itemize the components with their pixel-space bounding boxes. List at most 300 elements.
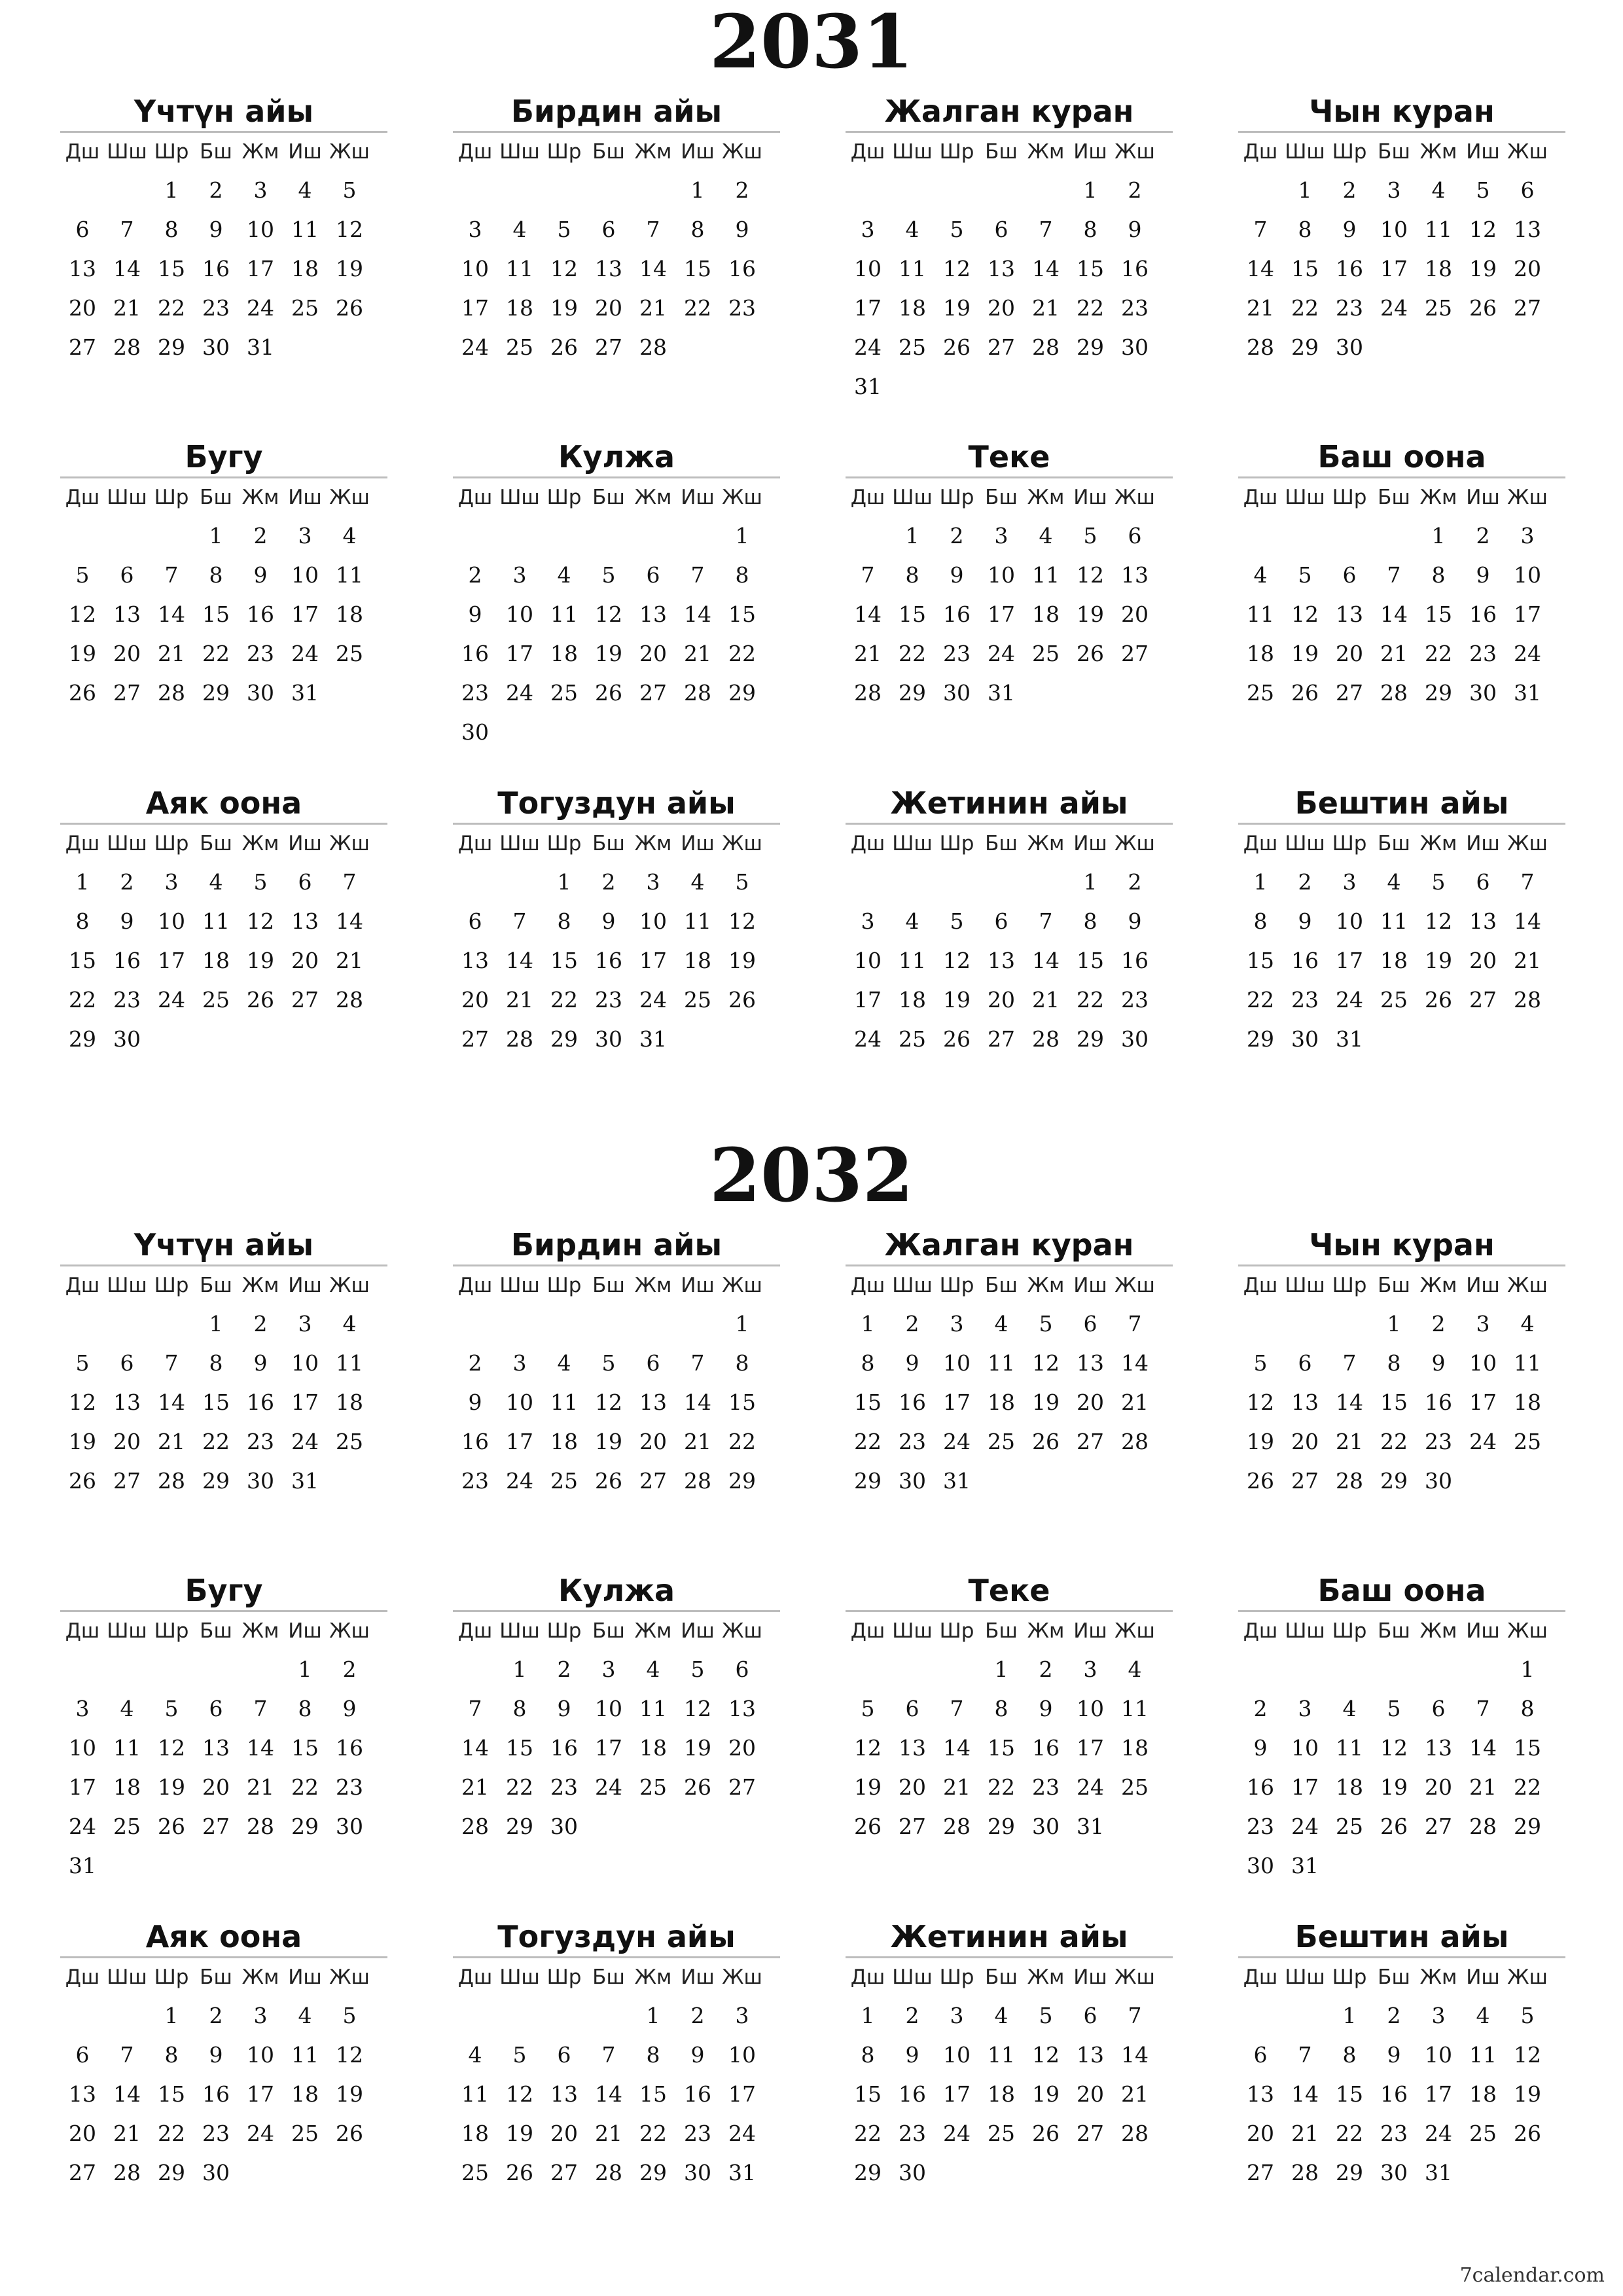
days-grid: [846, 171, 1173, 406]
weekday-label: Жш: [1507, 1965, 1548, 1989]
empty-cell: [542, 1996, 586, 2036]
days-grid: [453, 1650, 780, 1846]
day-cell: 8: [1387, 1350, 1401, 1376]
weekday-label: Иш: [1466, 1965, 1500, 1989]
day-cell: 28: [336, 987, 363, 1013]
day-cell: 9: [342, 1696, 357, 1721]
day-cell: 26: [1291, 680, 1319, 706]
day-cell: 16: [943, 601, 971, 627]
month-calendar: [453, 783, 780, 1059]
day-cell: 11: [1032, 562, 1060, 588]
weekday-label: Жм: [634, 1619, 672, 1643]
weekday-label: Бш: [592, 1274, 625, 1297]
day-cell: 13: [988, 256, 1015, 281]
empty-cell: [1461, 1650, 1505, 1689]
day-cell: 8: [512, 1696, 527, 1721]
weekday-label: Шш: [892, 832, 933, 855]
weekday-label: Шр: [154, 486, 189, 509]
days-grid: [1238, 1650, 1565, 1886]
day-cell: 13: [1077, 1350, 1104, 1376]
day-cell: 11: [202, 908, 230, 934]
day-cell: 21: [684, 641, 711, 666]
day-cell: 31: [1077, 1814, 1104, 1839]
day-cell: 9: [557, 1696, 571, 1721]
weekday-label: Дш: [850, 1619, 885, 1643]
day-cell: 18: [1514, 1390, 1541, 1415]
day-cell: 3: [1298, 1696, 1312, 1721]
day-cell: 19: [943, 987, 971, 1013]
weekday-label: Шш: [499, 832, 540, 855]
weekday-label: Жм: [1419, 140, 1457, 164]
day-cell: 20: [1514, 256, 1541, 281]
day-cell: 24: [1336, 987, 1363, 1013]
day-cell: 5: [1387, 1696, 1401, 1721]
weekday-label: Шр: [939, 486, 974, 509]
weekday-label: Шш: [107, 832, 147, 855]
day-cell: 19: [1514, 2081, 1541, 2107]
weekday-header: [60, 133, 387, 171]
day-cell: 13: [291, 908, 319, 934]
weekday-label: Шш: [107, 486, 147, 509]
day-cell: 8: [75, 908, 90, 934]
day-cell: 14: [113, 256, 141, 281]
day-cell: 31: [728, 2160, 756, 2185]
day-cell: 16: [247, 601, 274, 627]
empty-cell: [1024, 171, 1068, 210]
day-cell: 28: [158, 680, 185, 706]
day-cell: 12: [684, 1696, 711, 1721]
weekday-label: Иш: [288, 1965, 322, 1989]
day-cell: 6: [994, 908, 1008, 934]
day-cell: 6: [646, 1350, 660, 1376]
weekday-label: Бш: [1378, 1274, 1410, 1297]
day-cell: 30: [247, 680, 274, 706]
day-cell: 19: [69, 641, 96, 666]
day-cell: 7: [1039, 908, 1053, 934]
day-cell: 27: [1425, 1814, 1452, 1839]
day-cell: 20: [1077, 2081, 1104, 2107]
day-cell: 17: [728, 2081, 756, 2107]
day-cell: 9: [905, 1350, 919, 1376]
day-cell: 3: [1520, 523, 1535, 548]
weekday-label: Дш: [850, 1965, 885, 1989]
day-cell: 22: [854, 2121, 882, 2146]
day-cell: 6: [557, 2042, 571, 2068]
day-cell: 1: [164, 2003, 179, 2028]
empty-cell: [497, 863, 542, 902]
day-cell: 2: [342, 1657, 357, 1682]
day-cell: 7: [512, 908, 527, 934]
weekday-label: Иш: [1073, 486, 1107, 509]
day-cell: 28: [943, 1814, 971, 1839]
month-name: Баш оона: [1238, 437, 1565, 478]
day-cell: 18: [1425, 256, 1452, 281]
day-cell: 11: [988, 2042, 1015, 2068]
weekday-label: Иш: [681, 1619, 715, 1643]
empty-cell: [1283, 1996, 1327, 2036]
day-cell: 11: [506, 256, 533, 281]
day-cell: 19: [854, 1774, 882, 1800]
day-cell: 3: [861, 908, 875, 934]
day-cell: 13: [899, 1735, 926, 1761]
day-cell: 13: [461, 948, 489, 973]
day-cell: 24: [1469, 1429, 1497, 1454]
weekday-label: Бш: [200, 1274, 232, 1297]
weekday-label: Жш: [1115, 1274, 1155, 1297]
weekday-label: Бш: [985, 1619, 1018, 1643]
weekday-header: [846, 133, 1173, 171]
day-cell: 19: [595, 1429, 622, 1454]
weekday-label: Шш: [107, 1274, 147, 1297]
day-cell: 26: [1514, 2121, 1541, 2146]
day-cell: 30: [899, 1468, 926, 1494]
day-cell: 24: [506, 680, 533, 706]
day-cell: 29: [506, 1814, 533, 1839]
day-cell: 26: [550, 334, 578, 360]
day-cell: 14: [158, 1390, 185, 1415]
day-cell: 13: [550, 2081, 578, 2107]
day-cell: 7: [1039, 217, 1053, 242]
day-cell: 20: [639, 641, 667, 666]
day-cell: 27: [1077, 2121, 1104, 2146]
weekday-label: Шр: [939, 1274, 974, 1297]
day-cell: 3: [950, 2003, 964, 2028]
day-cell: 16: [1247, 1774, 1274, 1800]
day-cell: 24: [728, 2121, 756, 2146]
empty-cell: [675, 1304, 720, 1344]
day-cell: 15: [1380, 1390, 1408, 1415]
day-cell: 20: [550, 2121, 578, 2146]
day-cell: 8: [298, 1696, 312, 1721]
day-cell: 15: [158, 2081, 185, 2107]
day-cell: 15: [728, 601, 756, 627]
weekday-label: Шш: [892, 486, 933, 509]
day-cell: 26: [595, 1468, 622, 1494]
empty-cell: [105, 1996, 149, 2036]
day-cell: 15: [1077, 948, 1104, 973]
day-cell: 9: [735, 217, 749, 242]
day-cell: 10: [506, 601, 533, 627]
day-cell: 26: [158, 1814, 185, 1839]
day-cell: 11: [291, 2042, 319, 2068]
weekday-header: [846, 825, 1173, 863]
day-cell: 7: [1298, 2042, 1312, 2068]
day-cell: 17: [1425, 2081, 1452, 2107]
day-cell: 23: [899, 1429, 926, 1454]
day-cell: 23: [1121, 987, 1149, 1013]
weekday-label: Бш: [985, 486, 1018, 509]
day-cell: 26: [595, 680, 622, 706]
empty-cell: [935, 171, 979, 210]
weekday-label: Бш: [1378, 1619, 1410, 1643]
day-cell: 16: [899, 1390, 926, 1415]
day-cell: 8: [690, 217, 705, 242]
weekday-label: Шш: [107, 1965, 147, 1989]
day-cell: 15: [988, 1735, 1015, 1761]
weekday-label: Дш: [1243, 486, 1278, 509]
days-grid: [1238, 1304, 1565, 1501]
weekday-label: Бш: [200, 486, 232, 509]
day-cell: 15: [684, 256, 711, 281]
day-cell: 14: [684, 1390, 711, 1415]
day-cell: 6: [468, 908, 482, 934]
empty-cell: [60, 516, 105, 556]
day-cell: 18: [988, 1390, 1015, 1415]
weekday-label: Шш: [499, 140, 540, 164]
weekday-label: Жш: [1115, 140, 1155, 164]
weekday-label: Иш: [288, 486, 322, 509]
day-cell: 10: [639, 908, 667, 934]
month-name: Чын куран: [1238, 1225, 1565, 1266]
weekday-label: Шш: [107, 140, 147, 164]
empty-cell: [497, 171, 542, 210]
day-cell: 11: [899, 256, 926, 281]
day-cell: 23: [943, 641, 971, 666]
day-cell: 30: [1336, 334, 1363, 360]
weekday-label: Жш: [1115, 486, 1155, 509]
day-cell: 9: [1342, 217, 1357, 242]
day-cell: 21: [1291, 2121, 1319, 2146]
day-cell: 6: [209, 1696, 223, 1721]
day-cell: 3: [512, 1350, 527, 1376]
day-cell: 11: [1514, 1350, 1541, 1376]
day-cell: 7: [1476, 1696, 1490, 1721]
day-cell: 22: [202, 1429, 230, 1454]
weekday-label: Жм: [1027, 1619, 1065, 1643]
day-cell: 10: [158, 908, 185, 934]
day-cell: 26: [854, 1814, 882, 1839]
day-cell: 6: [905, 1696, 919, 1721]
day-cell: 31: [247, 334, 274, 360]
day-cell: 6: [120, 1350, 134, 1376]
weekday-label: Жш: [1507, 832, 1548, 855]
day-cell: 15: [899, 601, 926, 627]
day-cell: 23: [595, 987, 622, 1013]
day-cell: 14: [1291, 2081, 1319, 2107]
days-grid: [453, 1304, 780, 1501]
day-cell: 16: [595, 948, 622, 973]
day-cell: 24: [69, 1814, 96, 1839]
day-cell: 17: [1514, 601, 1541, 627]
day-cell: 15: [728, 1390, 756, 1415]
day-cell: 19: [684, 1735, 711, 1761]
weekday-label: Бш: [1378, 140, 1410, 164]
day-cell: 8: [209, 1350, 223, 1376]
days-grid: [453, 863, 780, 1059]
day-cell: 12: [854, 1735, 882, 1761]
day-cell: 16: [113, 948, 141, 973]
day-cell: 9: [120, 908, 134, 934]
day-cell: 11: [899, 948, 926, 973]
weekday-header: [846, 478, 1173, 516]
day-cell: 4: [342, 523, 357, 548]
day-cell: 6: [1083, 1311, 1097, 1336]
weekday-label: Иш: [1073, 1965, 1107, 1989]
weekday-header: [60, 478, 387, 516]
day-cell: 11: [1469, 2042, 1497, 2068]
day-cell: 30: [1469, 680, 1497, 706]
day-cell: 28: [684, 680, 711, 706]
day-cell: 7: [1128, 2003, 1142, 2028]
month-name: Жетинин айы: [846, 783, 1173, 825]
days-grid: [846, 516, 1173, 713]
day-cell: 11: [113, 1735, 141, 1761]
day-cell: 18: [1121, 1735, 1149, 1761]
weekday-label: Иш: [288, 140, 322, 164]
day-cell: 18: [461, 2121, 489, 2146]
day-cell: 2: [253, 523, 268, 548]
day-cell: 19: [1291, 641, 1319, 666]
weekday-label: Жм: [1419, 1619, 1457, 1643]
day-cell: 5: [1476, 177, 1490, 203]
weekday-label: Бш: [1378, 1965, 1410, 1989]
weekday-label: Шр: [154, 832, 189, 855]
day-cell: 21: [1336, 1429, 1363, 1454]
day-cell: 6: [1520, 177, 1535, 203]
day-cell: 1: [861, 2003, 875, 2028]
month-name: Үчтүн айы: [60, 1225, 387, 1266]
weekday-label: Шр: [1332, 832, 1367, 855]
day-cell: 28: [461, 1814, 489, 1839]
day-cell: 8: [735, 562, 749, 588]
day-cell: 9: [209, 2042, 223, 2068]
weekday-label: Жм: [1419, 1274, 1457, 1297]
empty-cell: [631, 171, 675, 210]
day-cell: 11: [336, 1350, 363, 1376]
weekday-label: Дш: [457, 1274, 493, 1297]
day-cell: 31: [1425, 2160, 1452, 2185]
day-cell: 22: [854, 1429, 882, 1454]
weekday-header: [60, 1612, 387, 1650]
day-cell: 30: [336, 1814, 363, 1839]
day-cell: 10: [1077, 1696, 1104, 1721]
day-cell: 23: [461, 680, 489, 706]
weekday-header: [1238, 825, 1565, 863]
day-cell: 9: [690, 2042, 705, 2068]
day-cell: 14: [943, 1735, 971, 1761]
day-cell: 30: [202, 334, 230, 360]
day-cell: 12: [943, 948, 971, 973]
day-cell: 25: [988, 1429, 1015, 1454]
year-block-2032: [0, 1134, 1623, 2259]
day-cell: 24: [943, 2121, 971, 2146]
day-cell: 8: [1431, 562, 1446, 588]
day-cell: 29: [1336, 2160, 1363, 2185]
day-cell: 23: [684, 2121, 711, 2146]
empty-cell: [979, 171, 1024, 210]
day-cell: 24: [988, 641, 1015, 666]
weekday-label: Жш: [722, 832, 762, 855]
day-cell: 2: [1476, 523, 1490, 548]
day-cell: 4: [646, 1657, 660, 1682]
day-cell: 29: [1077, 1026, 1104, 1052]
weekday-label: Дш: [65, 486, 100, 509]
day-cell: 7: [253, 1696, 268, 1721]
day-cell: 18: [550, 1429, 578, 1454]
day-cell: 1: [735, 523, 749, 548]
day-cell: 23: [728, 295, 756, 321]
day-cell: 25: [113, 1814, 141, 1839]
day-cell: 18: [291, 2081, 319, 2107]
day-cell: 11: [639, 1696, 667, 1721]
weekday-label: Шр: [154, 1274, 189, 1297]
year-title: 2032: [709, 1133, 914, 1219]
day-cell: 2: [209, 177, 223, 203]
day-cell: 23: [1247, 1814, 1274, 1839]
day-cell: 14: [1032, 256, 1060, 281]
day-cell: 28: [1336, 1468, 1363, 1494]
weekday-label: Дш: [850, 1274, 885, 1297]
month-name: Кулжа: [453, 1571, 780, 1612]
day-cell: 20: [728, 1735, 756, 1761]
day-cell: 7: [690, 1350, 705, 1376]
day-cell: 28: [506, 1026, 533, 1052]
day-cell: 4: [994, 2003, 1008, 2028]
day-cell: 24: [1380, 295, 1408, 321]
day-cell: 14: [158, 601, 185, 627]
weekday-label: Жш: [1507, 486, 1548, 509]
day-cell: 9: [253, 562, 268, 588]
day-cell: 24: [247, 295, 274, 321]
empty-cell: [105, 1304, 149, 1344]
weekday-label: Шр: [154, 1965, 189, 1989]
day-cell: 9: [1128, 217, 1142, 242]
weekday-label: Дш: [457, 486, 493, 509]
day-cell: 20: [1336, 641, 1363, 666]
day-cell: 20: [988, 987, 1015, 1013]
day-cell: 16: [1469, 601, 1497, 627]
day-cell: 25: [291, 295, 319, 321]
day-cell: 24: [854, 1026, 882, 1052]
weekday-label: Шр: [546, 832, 582, 855]
day-cell: 21: [158, 1429, 185, 1454]
month-calendar: [1238, 783, 1565, 1059]
month-calendar: [1238, 437, 1565, 713]
day-cell: 4: [298, 177, 312, 203]
day-cell: 13: [1121, 562, 1149, 588]
day-cell: 4: [1431, 177, 1446, 203]
day-cell: 10: [1380, 217, 1408, 242]
day-cell: 24: [1077, 1774, 1104, 1800]
weekday-label: Жш: [329, 486, 370, 509]
day-cell: 25: [1121, 1774, 1149, 1800]
day-cell: 22: [1380, 1429, 1408, 1454]
empty-cell: [935, 1650, 979, 1689]
day-cell: 23: [1121, 295, 1149, 321]
weekday-header: [1238, 1612, 1565, 1650]
weekday-label: Шр: [546, 486, 582, 509]
day-cell: 23: [336, 1774, 363, 1800]
day-cell: 16: [1425, 1390, 1452, 1415]
weekday-header: [453, 1266, 780, 1304]
day-cell: 21: [1514, 948, 1541, 973]
day-cell: 8: [1083, 217, 1097, 242]
day-cell: 10: [247, 2042, 274, 2068]
empty-cell: [497, 516, 542, 556]
weekday-label: Шр: [1332, 1274, 1367, 1297]
day-cell: 8: [861, 2042, 875, 2068]
day-cell: 4: [468, 2042, 482, 2068]
day-cell: 14: [1380, 601, 1408, 627]
weekday-label: Бш: [985, 832, 1018, 855]
day-cell: 27: [728, 1774, 756, 1800]
day-cell: 17: [506, 641, 533, 666]
month-calendar: [60, 1225, 387, 1501]
days-grid: [1238, 863, 1565, 1059]
day-cell: 4: [120, 1696, 134, 1721]
day-cell: 7: [342, 869, 357, 895]
day-cell: 25: [639, 1774, 667, 1800]
